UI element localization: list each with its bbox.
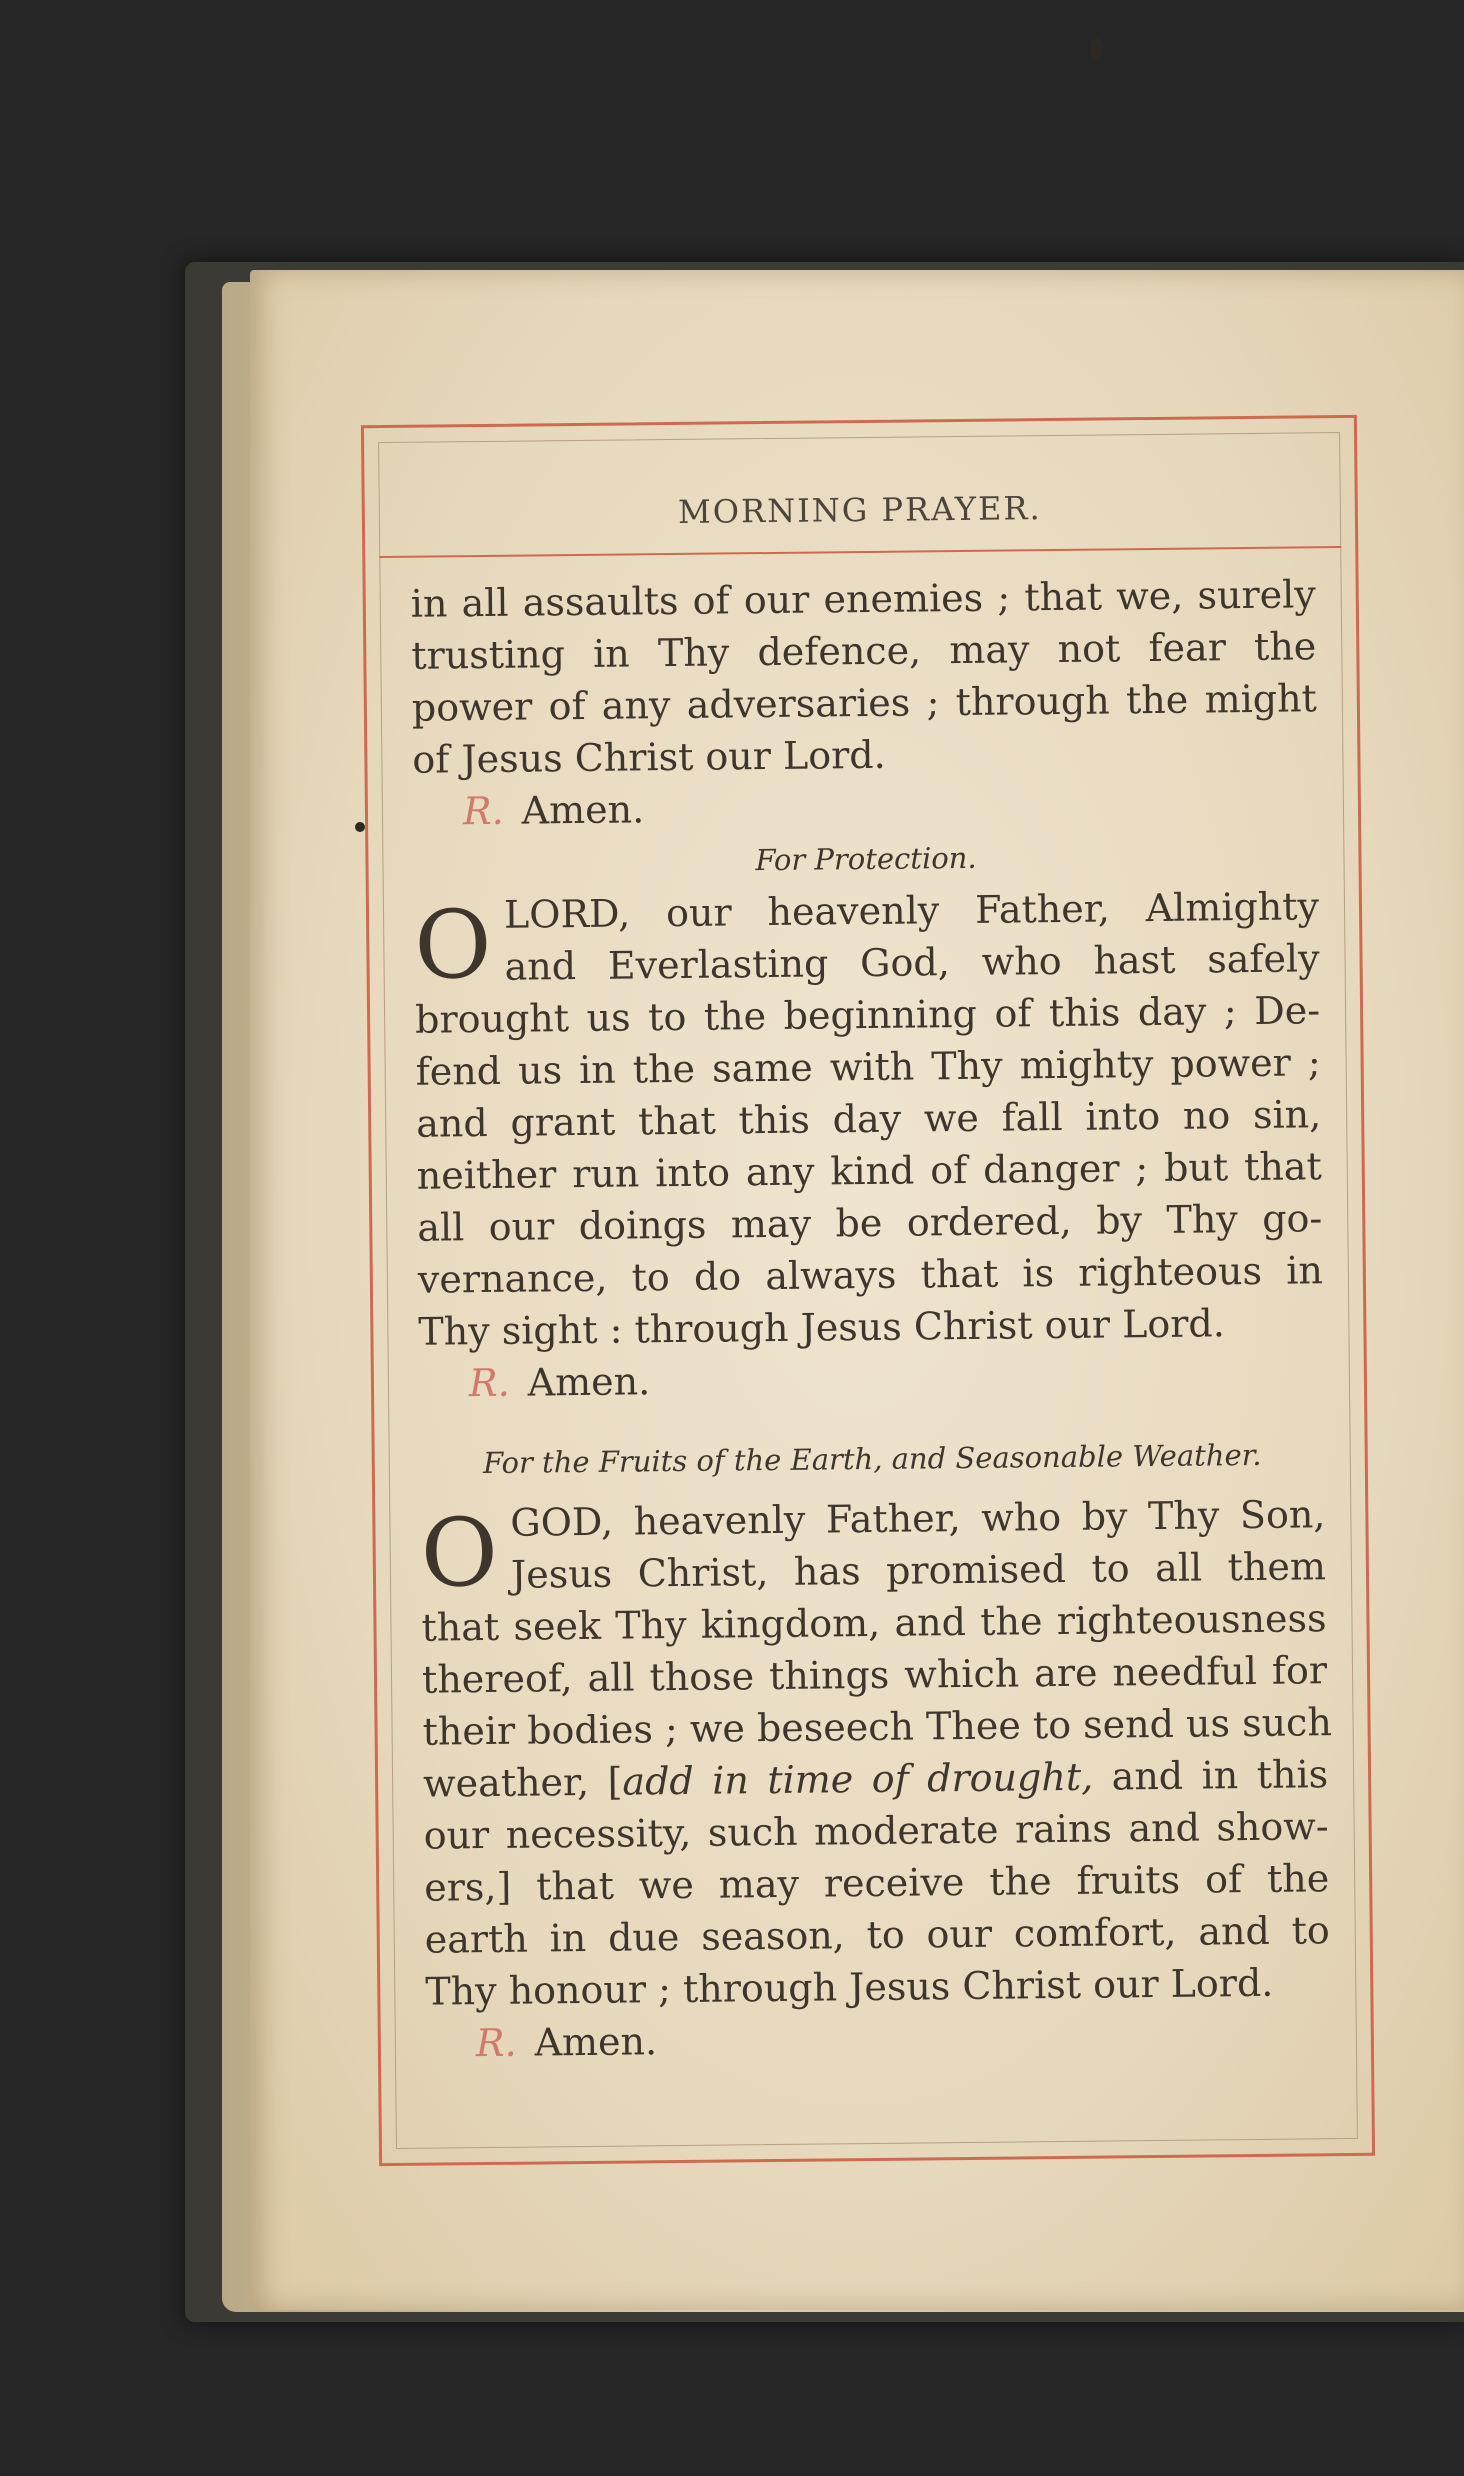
text-line-mixed [423, 1748, 1328, 1809]
text-line: in all assaults of our enemies ; that we, surely [410, 572, 1316, 626]
text-line: Thy sight : through Jesus Christ our Lord. [418, 1301, 1226, 1354]
section-heading: For Protection. [755, 840, 977, 878]
text-line: and grant that this day we fall into no sin, [415, 1092, 1322, 1146]
section-heading: For the Fruits of the Earth, and Seasonable Weather. [482, 1437, 1262, 1481]
response-mark: R. [462, 788, 504, 834]
text-segment: weather, [ [422, 1759, 623, 1806]
text-line: thereof, all those things which are needful for [421, 1648, 1328, 1702]
text-line: our necessity, such moderate rains and show- [423, 1804, 1329, 1858]
text-line: brought us to the beginning of this day ; De- [414, 988, 1321, 1042]
response-line [426, 2008, 1331, 2069]
response-mark: R. [475, 2020, 517, 2066]
response-line [413, 776, 1318, 837]
drop-cap: O [413, 890, 493, 1001]
response-text: Amen. [527, 1359, 651, 1405]
ink-spot [355, 822, 365, 832]
text-line: that seek Thy kingdom, and the righteousness [421, 1596, 1327, 1650]
text-line: power of any adversaries ; through the might [411, 676, 1318, 730]
rubric-italic: add in time of drought, [622, 1754, 1094, 1804]
ink-spot [1090, 38, 1104, 60]
text-line: trusting in Thy defence, may not fear the [411, 624, 1317, 678]
weather-section [420, 1428, 1332, 2069]
response-mark: R. [468, 1360, 510, 1406]
opening-paragraph [411, 568, 1319, 837]
text-line: of Jesus Christ our Lord. [412, 732, 886, 782]
running-head: MORNING PRAYER. [677, 489, 1042, 531]
text-segment: and in this [1092, 1752, 1329, 1799]
text-line: vernance, to do always that is righteous in [417, 1248, 1324, 1302]
text-line: earth in due season, to our comfort, and to [424, 1908, 1330, 1962]
text-line: and Everlasting God, who hast safely [504, 936, 1320, 989]
text-line: ers,] that we may receive the fruits of the [423, 1856, 1330, 1910]
text-line: all our doings may be ordered, by Thy go- [417, 1196, 1323, 1250]
response-line [419, 1348, 1324, 1409]
page-frame [361, 415, 1375, 2166]
text-line: Jesus Christ, has promised to all them [510, 1544, 1327, 1597]
text-line: fend us in the same with Thy mighty power ; [415, 1040, 1321, 1094]
text-line: neither run into any kind of danger ; but that [416, 1144, 1322, 1198]
text-line: GOD, heavenly Father, who by Thy Son, [510, 1492, 1326, 1545]
collect-body [420, 1488, 1333, 2017]
collect-body [414, 880, 1324, 1357]
text-line: LORD, our heavenly Father, Almighty [503, 884, 1320, 937]
drop-cap: O [420, 1498, 499, 1609]
response-text: Amen. [534, 2019, 658, 2065]
text-line: Thy honour ; through Jesus Christ our Lord. [425, 1960, 1274, 2014]
text-line: their bodies ; we beseech Thee to send us such [422, 1700, 1333, 1754]
protection-section [413, 828, 1324, 1409]
response-text: Amen. [521, 787, 645, 833]
